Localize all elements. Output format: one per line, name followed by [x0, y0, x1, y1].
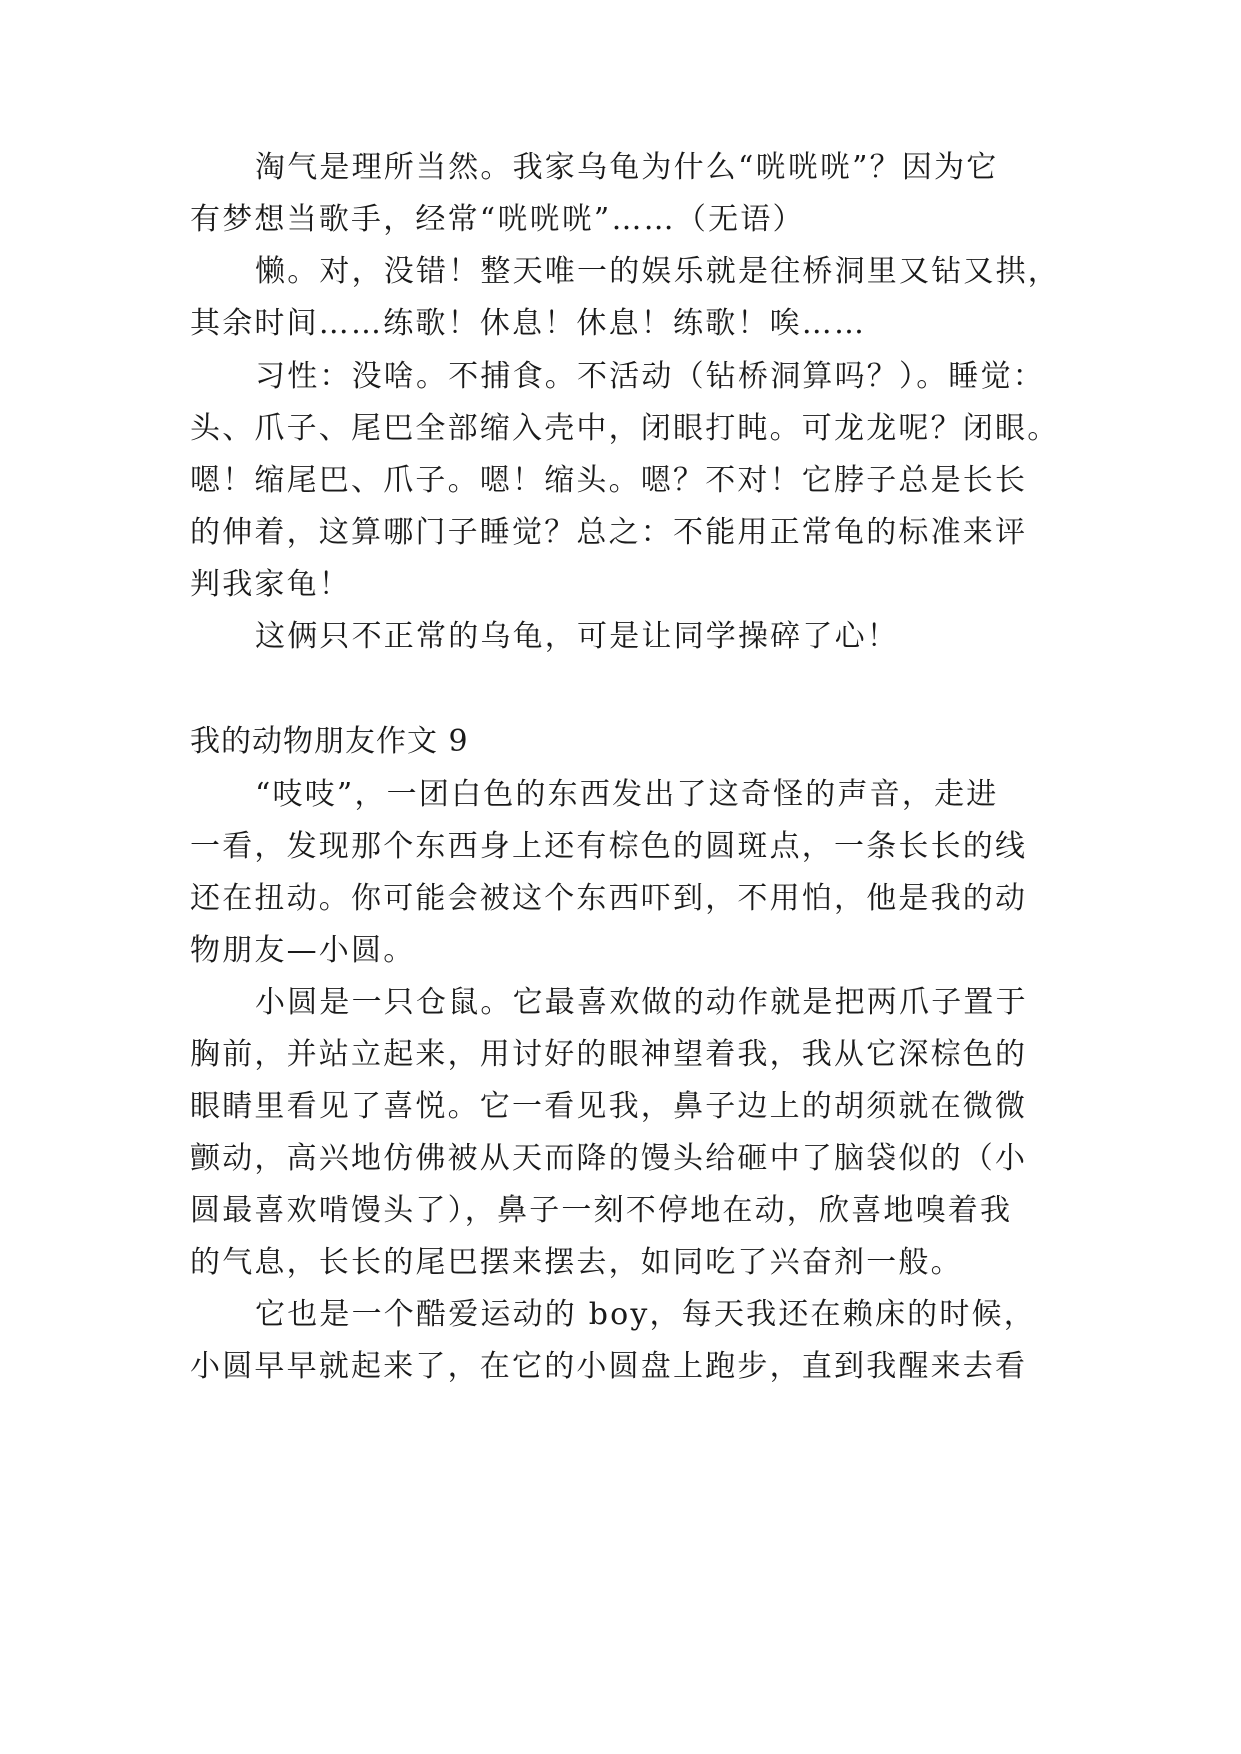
paragraph-line: 圆最喜欢啃馒头了），鼻子一刻不停地在动，欣喜地嗅着我	[190, 1193, 1013, 1228]
paragraph-line: 它也是一个酷爱运动的 boy，每天我还在赖床的时候，	[255, 1297, 1036, 1332]
essay-title: 我的动物朋友作文 9	[190, 724, 469, 759]
paragraph-line: “吱吱”，一团白色的东西发出了这奇怪的声音，走进	[255, 777, 999, 812]
paragraph-line: 懒。对，没错！整天唯一的娱乐就是往桥洞里又钻又拱，	[255, 254, 1060, 289]
paragraph-line: 颤动，高兴地仿佛被从天而降的馒头给砸中了脑袋似的（小	[190, 1141, 1028, 1176]
paragraph-line: 的伸着，这算哪门子睡觉？总之：不能用正常龟的标准来评	[190, 515, 1028, 550]
paragraph-line: 一看，发现那个东西身上还有棕色的圆斑点，一条长长的线	[190, 829, 1028, 864]
paragraph-line: 判我家龟！	[190, 567, 351, 602]
paragraph-line: 其余时间……练歌！休息！休息！练歌！唉……	[190, 306, 867, 341]
paragraph-line: 有梦想当歌手，经常“咣咣咣”……（无语）	[190, 202, 805, 237]
paragraph-line: 嗯！缩尾巴、爪子。嗯！缩头。嗯？不对！它脖子总是长长	[190, 463, 1028, 498]
paragraph-line: 小圆是一只仓鼠。它最喜欢做的动作就是把两爪子置于	[255, 985, 1028, 1020]
paragraph-line: 胸前，并站立起来，用讨好的眼神望着我，我从它深棕色的	[190, 1037, 1028, 1072]
paragraph-line: 眼睛里看见了喜悦。它一看见我，鼻子边上的胡须就在微微	[190, 1089, 1028, 1124]
paragraph-line: 习性：没啥。不捕食。不活动（钻桥洞算吗？）。睡觉：	[255, 359, 1045, 394]
paragraph-line: 小圆早早就起来了，在它的小圆盘上跑步，直到我醒来去看	[190, 1349, 1028, 1384]
paragraph-line: 头、爪子、尾巴全部缩入壳中，闭眼打盹。可龙龙呢？闭眼。	[190, 411, 1060, 446]
paragraph-line: 这俩只不正常的乌龟，可是让同学操碎了心！	[255, 619, 899, 654]
paragraph-line: 的气息，长长的尾巴摆来摆去，如同吃了兴奋剂一般。	[190, 1245, 963, 1280]
paragraph-line: 还在扭动。你可能会被这个东西吓到，不用怕，他是我的动	[190, 881, 1028, 916]
paragraph-line: 淘气是理所当然。我家乌龟为什么“咣咣咣”？因为它	[255, 150, 999, 185]
paragraph-line: 物朋友—小圆。	[190, 933, 416, 968]
